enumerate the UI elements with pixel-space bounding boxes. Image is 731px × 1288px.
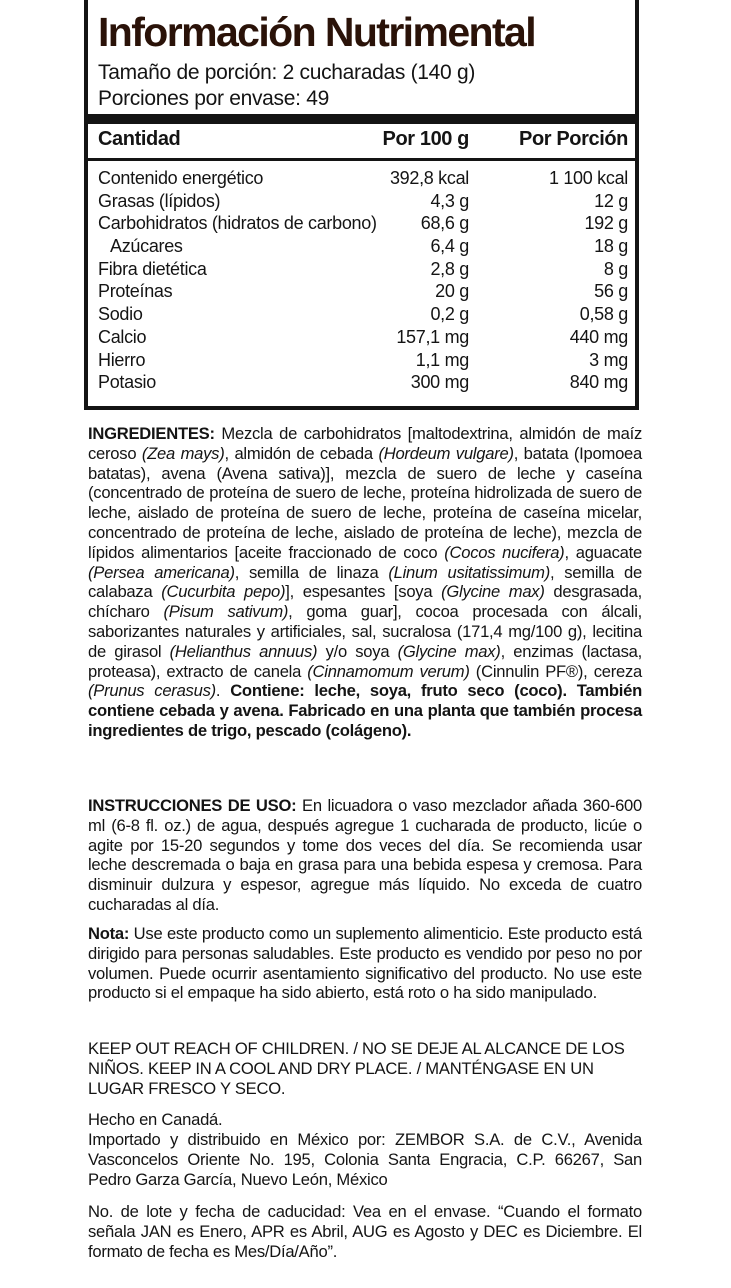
instructions-text: En licuadora o vaso mezclador añada 360-600 ml (6-8 fl. oz.) de agua, después agregue 1 cucharada de producto, licúe o agite por 15-20 segundos y tome dos veces del día. Se recomienda usar leche descremada o baja en grasa para una bebida espesa y cremosa. Para disminuir dulzura y espesor, agregue más líquido. No exceda de cuatro cucharadas al día. — [88, 796, 643, 914]
nutrient-per100: 6,4 g — [430, 236, 469, 257]
note-text: Use este producto como un suplemento alimenticio. Este producto está dirigido para personas saludables. Este producto es vendido por peso no por volumen. Puede ocurrir asentamiento significativo del producto. No use este producto si el empaque ha sido abierto, está roto o ha sido manipulado. — [88, 924, 642, 1003]
ingredients-text: , almidón de cebada — [224, 443, 379, 463]
panel-title: Información Nutrimental — [98, 9, 536, 55]
nutrient-per100: 0,2 g — [430, 304, 469, 325]
ingredients-text: , enzimas (lactasa, proteasa), extracto de canela — [88, 641, 642, 681]
nutrient-row — [88, 258, 635, 281]
ingredients-text: (Cinnulin PF®), cereza — [469, 661, 643, 681]
nutrient-per100: 4,3 g — [430, 190, 469, 211]
thick-divider — [88, 114, 635, 124]
nutrient-name: Proteínas — [98, 281, 173, 302]
nutrient-name: Grasas (lípidos) — [98, 190, 221, 211]
allergen-statement: Contiene: leche, soya, fruto seco (coco). También contiene cebada y avena. Fabricado en una planta que también procesa ingredientes de trigo, pescado (colágeno). — [88, 681, 642, 740]
ingredients-label: INGREDIENTES: — [88, 424, 215, 443]
nutrient-row — [88, 235, 635, 258]
nutrient-per-serving: 3 mg — [589, 349, 628, 370]
header-per-serving: Por Porción — [519, 128, 628, 150]
ingredients-text: , semilla de calabaza — [88, 562, 642, 602]
nutrient-name: Carbohidratos (hidratos de carbono) — [98, 213, 377, 234]
nutrient-name: Calcio — [98, 326, 147, 347]
nutrient-per-serving: 18 g — [594, 236, 628, 257]
ingredients-scientific-name: (Zea mays) — [141, 443, 225, 463]
nutrient-row — [88, 326, 635, 349]
nutrient-row — [88, 371, 635, 394]
nutrient-name: Potasio — [98, 372, 156, 393]
nutrition-facts-panel — [84, 0, 639, 410]
nutrient-row — [88, 349, 635, 372]
serving-size: Tamaño de porción: 2 cucharadas (140 g) — [98, 61, 476, 84]
nutrient-per100: 392,8 kcal — [389, 168, 469, 188]
nutrient-name: Fibra dietética — [98, 258, 207, 279]
nutrient-per-serving: 840 mg — [569, 372, 628, 393]
importer-info: Importado y distribuido en México por: ZEMBOR S.A. de C.V., Avenida Vasconcelos Oriente No. 195, Colonia Santa Engracia, C.P. 66267, San Pedro Garza García, Nuevo León, México — [88, 1130, 642, 1189]
nutrient-name: Azúcares — [110, 236, 183, 257]
nutrient-per-serving: 440 mg — [569, 326, 628, 347]
ingredients-text: , semilla de linaza — [234, 562, 389, 582]
nutrient-row — [88, 280, 635, 303]
nutrient-per100: 300 mg — [410, 372, 469, 393]
nutrient-name: Hierro — [98, 349, 146, 370]
ingredients-text: Mezcla de carbohidratos [maltodextrina, almidón de maíz ceroso — [88, 424, 642, 463]
nutrient-name: Contenido energético — [98, 168, 264, 188]
note-paragraph — [88, 924, 642, 1003]
ingredients-scientific-name: (Glycine max) — [397, 641, 501, 661]
nutrient-row — [88, 190, 635, 213]
nutrient-per100: 157,1 mg — [396, 326, 469, 347]
ingredients-scientific-name: (Persea americana) — [88, 562, 235, 582]
ingredients-scientific-name: (Pisum sativum) — [163, 602, 289, 622]
ingredients-scientific-name: (Cucurbita pepo) — [161, 582, 286, 602]
nutrient-per100: 20 g — [435, 281, 469, 302]
ingredients-scientific-name: (Helianthus annuus) — [169, 641, 318, 661]
nutrient-per-serving: 12 g — [594, 190, 628, 211]
ingredients-scientific-name: (Prunus cerasus) — [88, 681, 216, 701]
ingredients-text: , aguacate — [564, 542, 642, 562]
nutrient-row — [88, 167, 635, 190]
note-label: Nota: — [88, 924, 130, 943]
warning-paragraph: KEEP OUT REACH OF CHILDREN. / NO SE DEJE AL ALCANCE DE LOS NIÑOS. KEEP IN A COOL AND DRY PLACE. / MANTÉNGASE EN UN LUGAR FRESCO Y SECO. — [88, 1039, 625, 1098]
ingredients-text: desgrasada, chícharo — [88, 582, 642, 622]
nutrient-per-serving: 8 g — [603, 258, 628, 279]
instructions-label: INSTRUCCIONES DE USO: — [88, 796, 297, 815]
ingredients-scientific-name: (Cinnamomum verum) — [307, 661, 470, 681]
nutrient-name: Sodio — [98, 304, 143, 325]
nutrient-per-serving: 56 g — [594, 281, 628, 302]
nutrient-per-serving: 1 100 kcal — [548, 168, 628, 188]
ingredients-text: , goma guar], cocoa procesada con álcali, saborizantes naturales y artificiales, sal, sucralosa (171,4 mg/100 g), lecitina de girasol — [88, 602, 642, 661]
nutrient-row — [88, 303, 635, 326]
header-quantity: Cantidad — [98, 128, 181, 150]
ingredients-text: y/o soya — [317, 641, 398, 661]
ingredients-paragraph — [88, 424, 642, 741]
column-header — [88, 124, 635, 161]
ingredients-scientific-name: (Glycine max) — [441, 582, 545, 602]
nutrient-per-serving: 192 g — [584, 213, 628, 234]
nutrient-per100: 1,1 mg — [415, 349, 469, 370]
ingredients-scientific-name: (Linum usitatissimum) — [388, 562, 550, 582]
header-per100: Por 100 g — [382, 128, 469, 150]
nutrient-per100: 68,6 g — [420, 213, 469, 234]
nutrient-row — [88, 212, 635, 235]
ingredients-scientific-name: (Cocos nucifera) — [444, 542, 565, 562]
ingredients-scientific-name: (Hordeum vulgare) — [378, 443, 514, 463]
nutrient-per100: 2,8 g — [430, 258, 469, 279]
nutrient-per-serving: 0,58 g — [579, 304, 628, 325]
ingredients-text: ], espesantes [soya — [285, 582, 442, 602]
ingredients-text: . — [215, 681, 231, 701]
ingredients-text: , batata (Ipomoea batatas), avena (Avena sativa)], mezcla de suero de leche y caseína (concentrado de proteína de suero de leche, proteína hidrolizada de suero de leche, aislado de proteína de suero de leche, proteína de caseína micelar, concentrado de proteína de leche, aislado de proteína de leche), mezcla de lípidos alimentarios [aceite fraccionado de coco — [88, 443, 642, 562]
nutrient-rows — [88, 167, 635, 394]
made-in: Hecho en Canadá. — [88, 1110, 223, 1129]
servings-per-container: Porciones por envase: 49 — [98, 87, 329, 110]
instructions-paragraph — [88, 796, 642, 915]
lot-info: No. de lote y fecha de caducidad: Vea en el envase. “Cuando el formato señala JAN es Enero, APR es Abril, AUG es Agosto y DEC es Diciembre. El formato de fecha es Mes/Día/Año”. — [88, 1202, 642, 1261]
